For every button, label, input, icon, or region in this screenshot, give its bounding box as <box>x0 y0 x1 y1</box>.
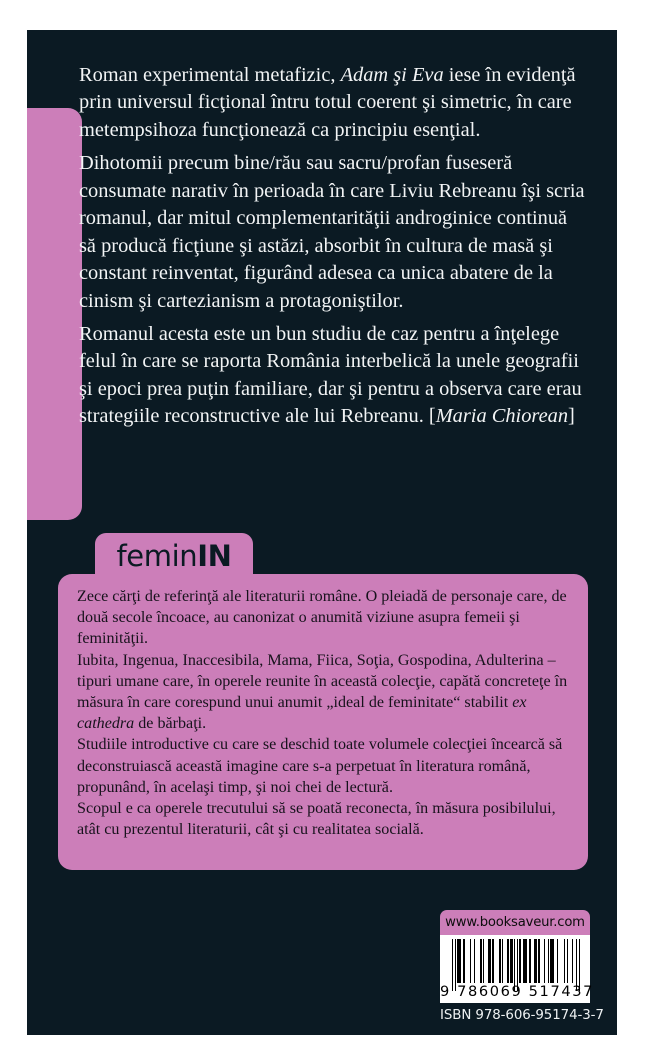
series-p2-part-1: Iubita, Ingenua, Inaccesibila, Mama, Fiica, Soţia, Gospodina, Adulterina – tipuri umane care, în operele reunite în această colecţie, capătă concreteţe în măsura în care corespund unui anumit „ideal de feminitate“ stabilit <box>77 651 568 712</box>
ex-cathedra-italic: ex cathedra <box>77 694 527 733</box>
decorative-pink-tab <box>27 108 82 520</box>
isbn-text: ISBN 978-606-95174-3-7 <box>440 1008 604 1023</box>
blurb-paragraph-1 <box>79 62 589 144</box>
series-description-block <box>58 574 588 870</box>
series-paragraph-1: Zece cărţi de referinţă ale literaturii române. O pleiadă de personaje care, de două secole încoace, au canonizat o anumită viziune asupra femeii şi feminităţii. <box>77 588 567 648</box>
barcode-bars <box>452 939 580 983</box>
series-paragraph-3: Studiile introductive cu care se deschid toate volumele colecţiei încearcă să deconstruiască această imagine care s-a perpetuat în literatura română, propunând, în acelaşi timp, şi noi chei de lectură. <box>77 736 563 796</box>
feminin-series-logo-badge <box>95 533 253 579</box>
barcode-digits: 9 786069 517437 <box>440 983 594 1000</box>
blurb-paragraph-2: Dihotomii precum bine/rău sau sacru/profan fuseseră consumate narativ în perioada în care Liviu Rebreanu îşi scria romanul, dar mitul complementarităţii androginice continuă să producă ficţiune şi astăzi, absorbit în cultura de masă şi constant reinventat, figurând adesea ca unica abatere de la cinism şi cartezianism a protagoniştilor. <box>79 152 585 312</box>
book-back-cover <box>27 30 617 1035</box>
blurb-p1-part-1: Roman experimental metafizic, <box>79 64 341 86</box>
blurb-p1-part-2: iese în evidenţă prin universul ficţional întru totul coerent şi simetric, în care metempsihoza funcţionează ca principiu esenţial. <box>79 64 576 141</box>
feminin-logo-text <box>116 538 232 573</box>
blurb-p3-part-2: ] <box>568 405 575 428</box>
publisher-url-text: www.booksaveur.com <box>445 915 585 930</box>
blurb-author-attribution: Maria Chiorean <box>435 405 569 428</box>
logo-part-femin: femin <box>116 538 198 573</box>
series-p2-part-2: de bărbaţi. <box>134 715 207 733</box>
blurb-paragraph-3 <box>79 321 589 431</box>
book-title-italic: Adam şi Eva <box>340 64 444 86</box>
blurb-p3-part-1: Romanul acesta este un bun studiu de caz pentru a înţelege felul în care se raporta România interbelică la unele geografii şi epoci prea puţin familiare, dar şi pentru a observa care erau strategiile reconstructive ale lui Rebreanu. [ <box>79 322 582 428</box>
logo-part-in: IN <box>197 538 232 573</box>
series-paragraph-2 <box>77 650 571 735</box>
ean13-barcode <box>440 935 594 1003</box>
publisher-url-band <box>440 910 590 935</box>
series-paragraph-4: Scopul e ca operele trecutului să se poată reconecta, în măsura posibilului, atât cu prezentul literaturii, cât şi cu realitatea socială. <box>77 800 556 839</box>
series-description-text <box>77 586 571 840</box>
blurb-text-block <box>79 62 589 431</box>
barcode-area <box>440 910 604 1023</box>
